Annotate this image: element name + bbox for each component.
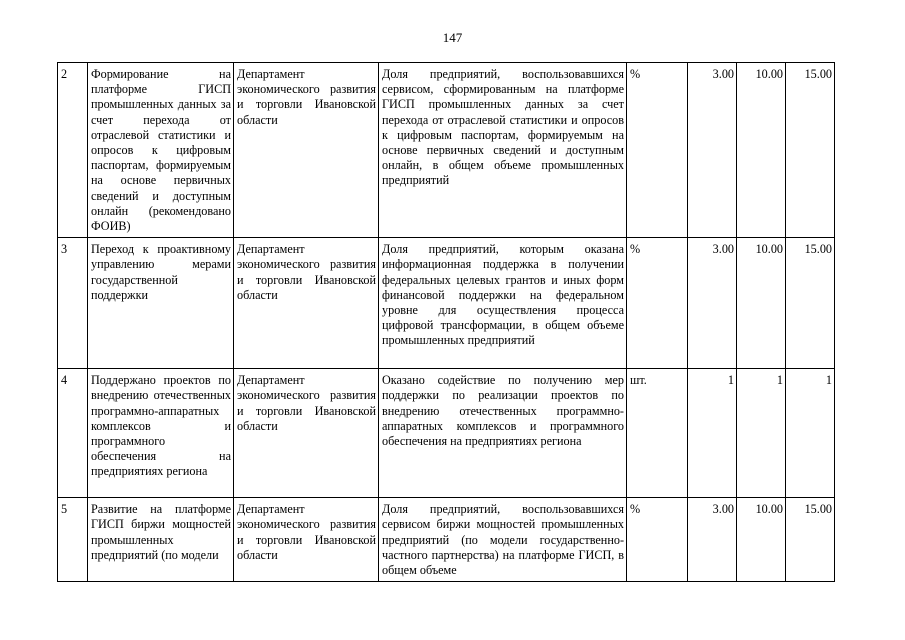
value-year-3: 15.00 <box>786 498 835 582</box>
measures-table <box>57 62 835 582</box>
value-year-1: 3.00 <box>688 238 737 369</box>
value-year-2: 1 <box>737 369 786 498</box>
indicator-description: Доля предприятий, воспользовавшихся сервисом, сформированным на платформе ГИСП промышленных данных за счет перехода от отраслевой статистики и опросов к цифровым паспортам, формируемым на основе первичных сведений и доступным онлайн, в общем объеме промышленных предприятий <box>379 63 627 238</box>
table-row <box>58 63 835 238</box>
row-number: 3 <box>58 238 88 369</box>
unit-of-measure: шт. <box>627 369 688 498</box>
responsible-department: Департамент экономического развития и торговли Ивановской области <box>234 369 379 498</box>
value-year-1: 3.00 <box>688 63 737 238</box>
value-year-3: 15.00 <box>786 63 835 238</box>
value-year-3: 1 <box>786 369 835 498</box>
value-year-2: 10.00 <box>737 63 786 238</box>
unit-of-measure: % <box>627 238 688 369</box>
measure-name: Формирование на платформе ГИСП промышленных данных за счет перехода от отраслевой статистики и опросов к цифровым паспортам, формируемым на основе первичных сведений и доступным онлайн (рекомендовано ФОИВ) <box>88 63 234 238</box>
table-row <box>58 369 835 498</box>
measure-name: Развитие на платформе ГИСП биржи мощностей промышленных предприятий (по модели <box>88 498 234 582</box>
value-year-3: 15.00 <box>786 238 835 369</box>
indicator-description: Доля предприятий, которым оказана информационная поддержка в получении федеральных целевых грантов и иных форм финансовой поддержки на федеральном уровне для осуществления процесса цифровой трансформации, в общем объеме промышленных предприятий <box>379 238 627 369</box>
page-number: 147 <box>442 30 463 45</box>
indicator-description: Доля предприятий, воспользовавшихся сервисом биржи мощностей промышленных предприятий (по модели государственно-частного партнерства) на платформе ГИСП, в общем объеме <box>379 498 627 582</box>
responsible-department: Департамент экономического развития и торговли Ивановской области <box>234 498 379 582</box>
table-row <box>58 498 835 582</box>
measure-name: Поддержано проектов по внедрению отечественных программно-аппаратных комплексов и программного обеспечения на предприятиях региона <box>88 369 234 498</box>
value-year-1: 1 <box>688 369 737 498</box>
table-row <box>58 238 835 369</box>
row-number: 4 <box>58 369 88 498</box>
indicator-description: Оказано содействие по получению мер поддержки по реализации проектов по внедрению отечественных программно-аппаратных комплексов и программного обеспечения на предприятиях региона <box>379 369 627 498</box>
measure-name: Переход к проактивному управлению мерами государственной поддержки <box>88 238 234 369</box>
row-number: 2 <box>58 63 88 238</box>
unit-of-measure: % <box>627 63 688 238</box>
unit-of-measure: % <box>627 498 688 582</box>
value-year-2: 10.00 <box>737 498 786 582</box>
value-year-1: 3.00 <box>688 498 737 582</box>
responsible-department: Департамент экономического развития и торговли Ивановской области <box>234 63 379 238</box>
responsible-department: Департамент экономического развития и торговли Ивановской области <box>234 238 379 369</box>
row-number: 5 <box>58 498 88 582</box>
value-year-2: 10.00 <box>737 238 786 369</box>
